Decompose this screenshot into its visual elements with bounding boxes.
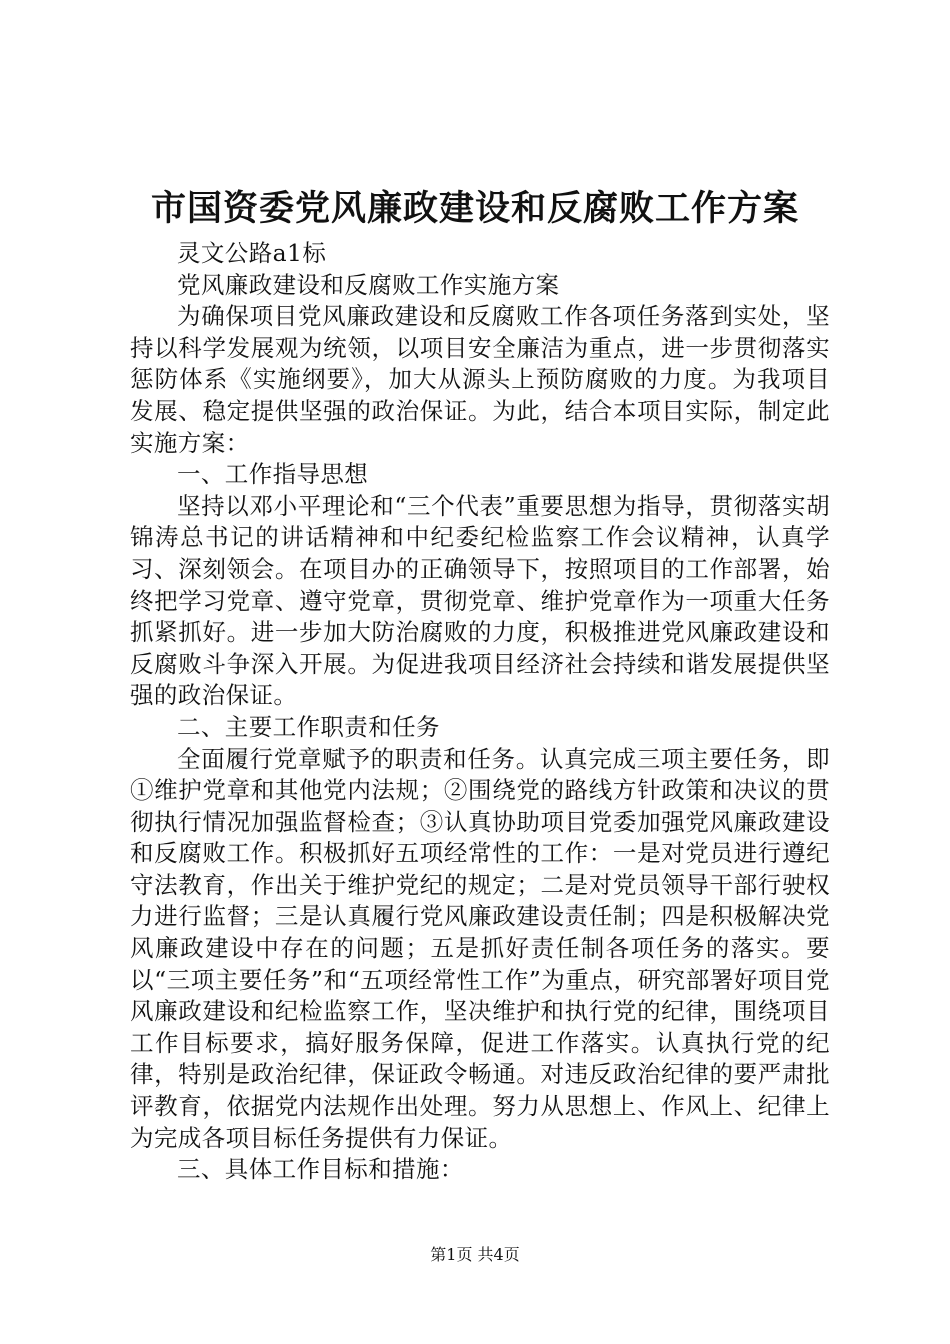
page-footer [0, 1243, 950, 1267]
section-heading-goals: 三、具体工作目标和措施： [177, 1155, 464, 1184]
duties-paragraph: 全面履行党章赋予的职责和任务。认真完成三项主要任务，即①维护党章和其他党内法规；②围绕党的路线方针政策和决议的贯彻执行情况加强监督检查；③认真协助项目党委加强党风廉政建设和反腐败工作。积极抓好五项经常性的工作：一是对党员进行遵纪守法教育，作出关于维护党纪的规定；二是对党员领导干部行驶权力进行监督；三是认真履行党风廉政建设责任制；四是积极解决党风廉政建设中存在的问题；五是抓好责任制各项任务的落实。要以“三项主要任务”和“五项经常性工作”为重点，研究部署好项目党风廉政建设和纪检监察工作，坚决维护和执行党的纪律，围绕项目工作目标要求，搞好服务保障，促进工作落实。认真执行党的纪律，特别是政治纪律，保证政令畅通。对违反政治纪律的要严肃批评教育，依据党内法规作出处理。努力从思想上、作风上、纪律上为完成各项目标任务提供有力保证。 [130, 744, 830, 1152]
plan-subtitle-line: 党风廉政建设和反腐败工作实施方案 [177, 270, 560, 299]
section-heading-duties: 二、主要工作职责和任务 [177, 712, 440, 741]
document-body [130, 238, 830, 1186]
section-heading-guiding-thought: 一、工作指导思想 [177, 460, 369, 489]
page-total: 共4页 [477, 1245, 520, 1264]
document-title: 市国资委党风廉政建设和反腐败工作方案 [150, 188, 799, 229]
guiding-thought-paragraph: 坚持以邓小平理论和“三个代表”重要思想为指导，贯彻落实胡锦涛总书记的讲话精神和中纪委纪检监察工作会议精神，认真学习、深刻领会。在项目办的正确领导下，按照项目的工作部署，始终把学习党章、遵守党章，贯彻党章、维护党章作为一项重大任务抓紧抓好。进一步加大防治腐败的力度，积极推进党风廉政建设和反腐败斗争深入开展。为促进我项目经济社会持续和谐发展提供坚强的政治保证。 [130, 491, 830, 710]
project-name-line: 灵文公路a1标 [177, 239, 327, 267]
page-number: 第1页 [430, 1245, 473, 1264]
intro-paragraph: 为确保项目党风廉政建设和反腐败工作各项任务落到实处，坚持以科学发展观为统领，以项目安全廉洁为重点，进一步贯彻落实惩防体系《实施纲要》，加大从源头上预防腐败的力度。为我项目发展、稳定提供坚强的政治保证。为此，结合本项目实际，制定此实施方案： [130, 302, 830, 457]
